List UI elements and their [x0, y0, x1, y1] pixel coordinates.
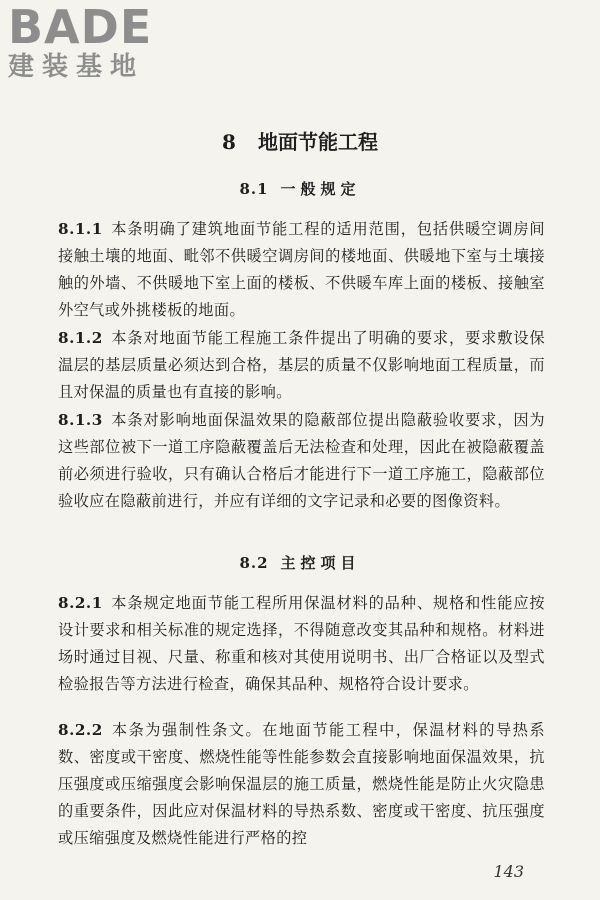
chapter-title — [0, 128, 600, 156]
section-number: 8.2 — [239, 554, 269, 572]
clause-8-2-1 — [58, 590, 545, 698]
clause-text: 本条明确了建筑地面节能工程的适用范围，包括供暖空调房间接触土壤的地面、毗邻不供暖空调房间的楼地面、供暖地下室与土壤接触的外墙、不供暖地下室上面的楼板、不供暖车库上面的楼板、接触室外空气或外挑楼板的地面。 — [58, 220, 545, 320]
clause-8-1-1 — [58, 216, 545, 324]
clause-number: 8.1.3 — [58, 411, 103, 429]
clause-text: 本条对影响地面保温效果的隐蔽部位提出隐蔽验收要求，因为这些部位被下一道工序隐蔽覆盖后无法检查和处理，因此在被隐蔽覆盖前必须进行验收，只有确认合格后才能进行下一道工序施工，隐蔽部位验收应在隐蔽前进行，并应有详细的文字记录和必要的图像资料。 — [58, 411, 545, 511]
chapter-title-text: 地面节能工程 — [257, 130, 378, 154]
section-number: 8.1 — [239, 180, 269, 198]
clause-number: 8.1.1 — [58, 220, 103, 238]
section-heading-8-2 — [0, 552, 600, 574]
clause-8-1-2 — [58, 325, 545, 406]
clause-8-2-2 — [58, 717, 545, 852]
logo-mark: BADE — [8, 0, 153, 54]
logo — [8, 2, 178, 82]
clause-number: 8.2.2 — [58, 721, 103, 739]
section-heading-8-1 — [0, 178, 600, 200]
section-title-text: 主控项目 — [280, 554, 361, 572]
clause-text: 本条规定地面节能工程所用保温材料的品种、规格和性能应按设计要求和相关标准的规定选择，不得随意改变其品种和规格。材料进场时通过目视、尺量、称重和核对其使用说明书、出厂合格证以及型式检验报告等方法进行检查，确保其品种、规格符合设计要求。 — [58, 594, 545, 694]
chapter-number: 8 — [222, 130, 236, 154]
clause-text: 本条为强制性条文。在地面节能工程中，保温材料的导热系数、密度或干密度、燃烧性能等性能参数会直接影响地面保温效果，抗压强度或压缩强度会影响保温层的施工质量，燃烧性能是防止火灾隐患的重要条件，因此应对保温材料的导热系数、密度或干密度、抗压强度或压缩强度及燃烧性能进行严格的控 — [58, 721, 545, 848]
clause-8-1-3 — [58, 407, 545, 515]
clause-text: 本条对地面节能工程施工条件提出了明确的要求，要求敷设保温层的基层质量必须达到合格，基层的质量不仅影响地面工程质量，而且对保温的质量也有直接的影响。 — [58, 329, 545, 402]
page-number: 143 — [493, 862, 524, 881]
logo-subtitle: 建装基地 — [8, 52, 145, 82]
clause-number: 8.2.1 — [58, 594, 103, 612]
clause-number: 8.1.2 — [58, 329, 103, 347]
section-title-text: 一般规定 — [280, 180, 361, 198]
